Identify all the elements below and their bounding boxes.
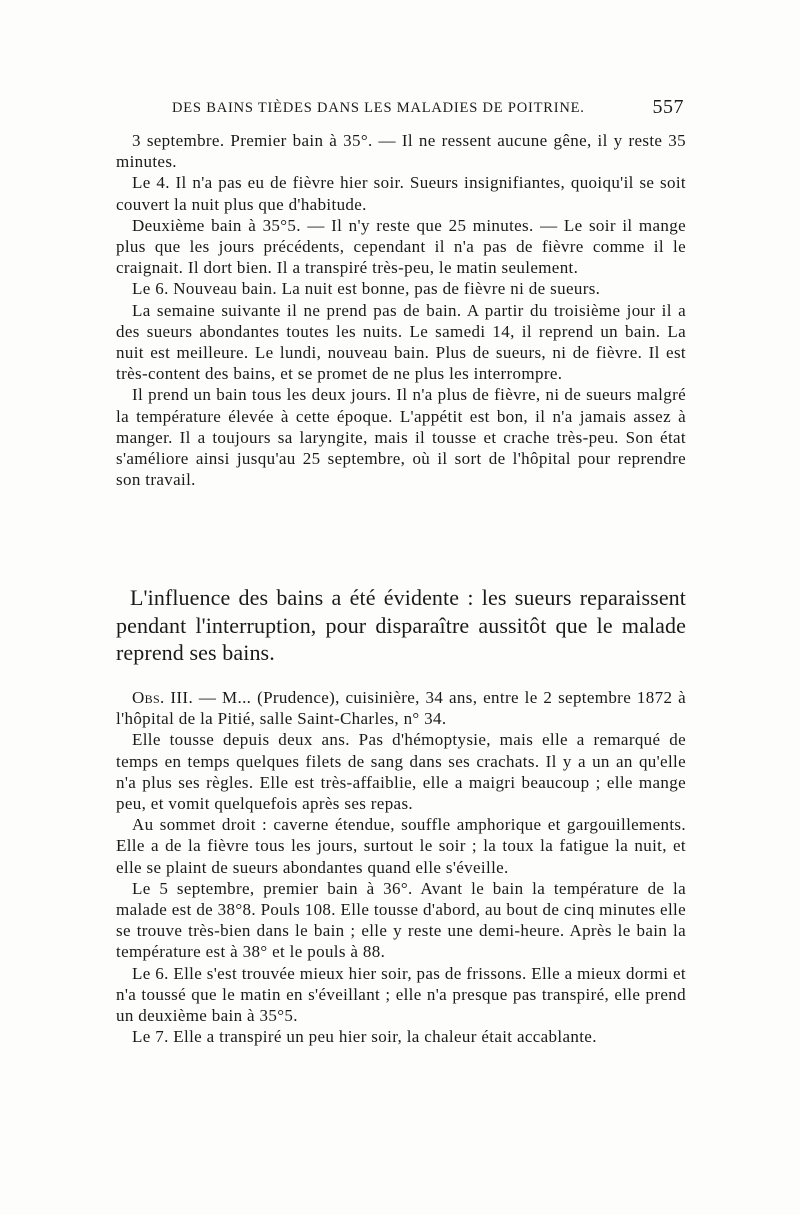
running-head	[172, 96, 684, 120]
paragraph: Le 5 septembre, premier bain à 36°. Avant le bain la température de la malade est de 38°8. Pouls 108. Elle tousse d'abord, au bout de cinq minutes elle se trouve très-bien dans le bain ; elle y reste une demi-heure. Après le bain la température est à 38° et le pouls à 88.	[116, 878, 686, 962]
paragraph: La semaine suivante il ne prend pas de bain. A partir du troisième jour il a des sueurs abondantes toutes les nuits. Le samedi 14, il reprend un bain. La nuit est meilleure. Le lundi, nouveau bain. Plus de sueurs, ni de fièvre. Il est très-content des bains, et se promet de ne plus les interrompre.	[116, 300, 686, 384]
observation-intro: — M... (Prudence), cuisinière, 34 ans, entre le 2 septembre 1872 à l'hôpital de la Pitié, salle Saint-Charles, n° 34.	[116, 688, 686, 729]
paragraph: Deuxième bain à 35°5. — Il n'y reste que 25 minutes. — Le soir il mange plus que les jours précédents, cependant il n'a pas de fièvre comme il le craignait. Il dort bien. Il a transpiré très-peu, le matin seulement.	[116, 215, 686, 278]
summary-paragraph: L'influence des bains a été évidente : les sueurs reparaissent pendant l'interruption, pour disparaître aussitôt que le malade reprend ses bains.	[116, 585, 686, 665]
second-case-text	[116, 687, 686, 1047]
paragraph: Elle tousse depuis deux ans. Pas d'hémoptysie, mais elle a remarqué de temps en temps quelques filets de sang dans ses crachats. Il y a un an qu'elle n'a plus ses règles. Elle est très-affaiblie, elle a maigri beaucoup ; elle mange peu, et vomit quelquefois après ses repas.	[116, 730, 686, 814]
observation-heading-paragraph	[116, 687, 686, 729]
observation-label: Obs. III.	[132, 688, 194, 707]
page-number: 557	[652, 96, 684, 118]
paragraph: Le 6. Nouveau bain. La nuit est bonne, pas de fièvre ni de sueurs.	[132, 279, 601, 299]
running-title: DES BAINS TIÈDES DANS LES MALADIES DE POITRINE.	[172, 100, 585, 116]
paragraph: Au sommet droit : caverne étendue, souffle amphorique et gargouillements. Elle a de la fièvre tous les jours, surtout le soir ; la toux la fatigue la nuit, et elle se plaint de sueurs abondantes quand elle s'éveille.	[116, 815, 686, 877]
paragraph: Le 4. Il n'a pas eu de fièvre hier soir. Sueurs insignifiantes, quoiqu'il se soit couvert la nuit plus que d'habitude.	[116, 173, 686, 214]
paragraph: Il prend un bain tous les deux jours. Il n'a plus de fièvre, ni de sueurs malgré la température élevée à cette époque. L'appétit est bon, il n'a jamais assez à manger. Il a toujours sa laryngite, mais il tousse et crache très-peu. Son état s'améliore ainsi jusqu'au 25 septembre, où il sort de l'hôpital pour reprendre son travail.	[116, 385, 686, 490]
paragraph: 3 septembre. Premier bain à 35°. — Il ne ressent aucune gêne, il y reste 35 minutes.	[116, 131, 686, 172]
paragraph: Le 7. Elle a transpiré un peu hier soir, la chaleur était accablante.	[132, 1027, 597, 1047]
first-case-text	[116, 130, 686, 490]
paragraph: Le 6. Elle s'est trouvée mieux hier soir, pas de frissons. Elle a mieux dormi et n'a toussé que le matin en s'éveillant ; elle n'a presque pas transpiré, elle prend un deuxième bain à 35°5.	[116, 963, 686, 1026]
